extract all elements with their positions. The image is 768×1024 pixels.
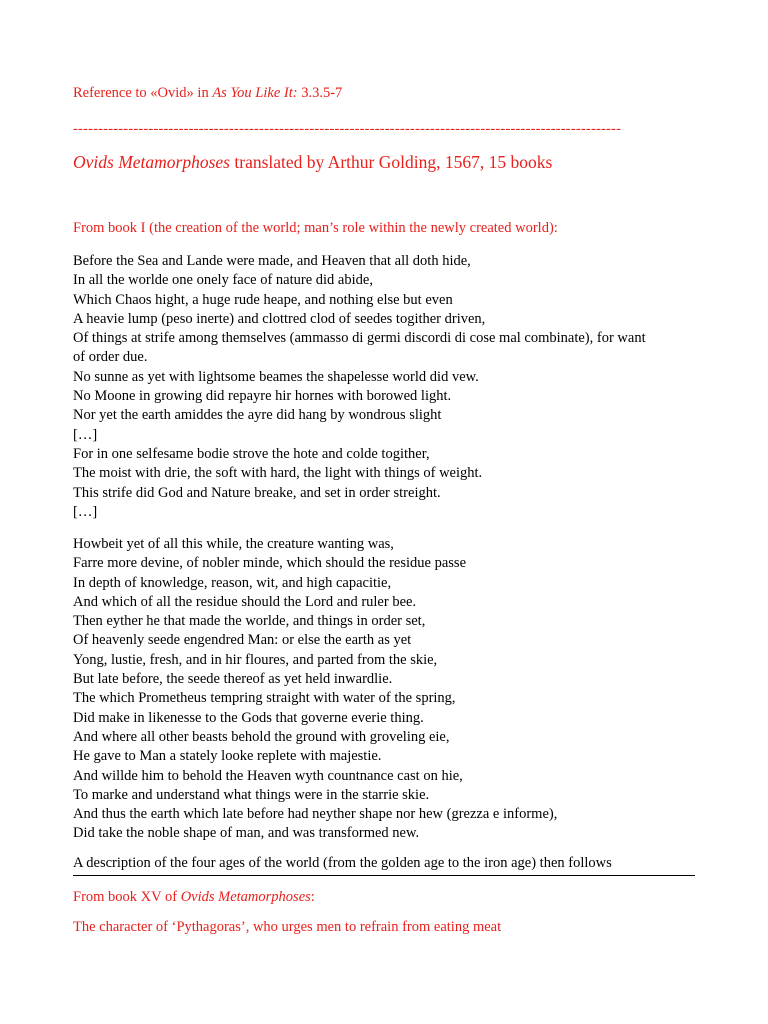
verse-line: This strife did God and Nature breake, and set in order streight. (73, 484, 441, 501)
work-title: Ovids Metamorphoses (73, 152, 230, 172)
verse-block-2 (73, 535, 557, 844)
verse-line: […] (73, 503, 98, 520)
reference-line (73, 85, 342, 102)
verse-line: Before the Sea and Lande were made, and Heaven that all doth hide, (73, 253, 471, 269)
verse-line: Did make in likenesse to the Gods that governe everie thing. (73, 709, 424, 726)
pythagoras-line: The character of ‘Pythagoras’, who urges men to refrain from eating meat (73, 919, 502, 935)
title-rest: translated by Arthur Golding, 1567, 15 books (230, 152, 553, 172)
verse-line: And thus the earth which late before had neyther shape nor hew (grezza e informe), (73, 806, 558, 823)
verse-line: To marke and understand what things were in the starrie skie. (73, 786, 430, 803)
verse-line: The moist with drie, the soft with hard, the light with things of weight. (73, 465, 483, 482)
verse-line: Yong, lustie, fresh, and in hir floures, and parted from the skie, (73, 651, 438, 668)
reference-locus: 3.3.5-7 (297, 85, 343, 101)
section-title (73, 152, 552, 173)
verse-line: In depth of knowledge, reason, wit, and high capacitie, (73, 574, 392, 591)
verse-line: The which Prometheus tempring straight with water of the spring, (73, 690, 456, 707)
verse-line: And which of all the residue should the Lord and ruler bee. (73, 593, 417, 610)
verse-line: Which Chaos hight, a huge rude heape, and nothing else but even (73, 291, 453, 308)
verse-line: But late before, the seede thereof as yet held inwardlie. (73, 671, 393, 688)
play-title: As You Like It: (212, 85, 298, 101)
verse-line: And willde him to behold the Heaven wyth countnance cast on hie, (73, 767, 463, 784)
reference-prefix: Reference to «Ovid» in (73, 85, 213, 101)
verse-line: […] (73, 426, 98, 443)
dashed-separator: ------------------------------------------------------------------------------------------------------------- (73, 121, 622, 137)
book1-intro: From book I (the creation of the world; man’s role within the newly created world): (73, 220, 558, 236)
book15-work-title: Ovids Metamorphoses (180, 889, 311, 905)
verse-line: For in one selfesame bodie strove the hote and colde togither, (73, 445, 430, 462)
verse-line: Then eyther he that made the worlde, and things in order set, (73, 613, 426, 630)
verse-line: And where all other beasts behold the ground with groveling eie, (73, 728, 450, 745)
verse-line: No Moone in growing did repayre hir hornes with borowed light. (73, 388, 452, 405)
book15-prefix: From book XV of (73, 889, 181, 905)
verse-line: No sunne as yet with lightsome beames the shapelesse world did vew. (73, 368, 479, 385)
verse-line: Howbeit yet of all this while, the creature wanting was, (73, 536, 394, 552)
verse-line: Nor yet the earth amiddes the ayre did hang by wondrous slight (73, 407, 442, 424)
verse-line: Of heavenly seede engendred Man: or else the earth as yet (73, 632, 412, 649)
verse-line: Farre more devine, of nobler minde, which should the residue passe (73, 555, 467, 572)
verse-line: Did take the noble shape of man, and was transformed new. (73, 825, 420, 842)
verse-line: He gave to Man a stately looke replete with majestie. (73, 748, 382, 765)
verse-line: Of things at strife among themselves (ammasso di germi discordi di cose mal combinate), for want (73, 330, 646, 347)
book15-suffix: : (310, 889, 315, 905)
verse-line: of order due. (73, 349, 148, 366)
verse-block-1 (73, 252, 646, 522)
four-ages-description: A description of the four ages of the world (from the golden age to the iron age) then follows (73, 855, 695, 876)
verse-line: In all the worlde one onely face of nature did abide, (73, 272, 373, 289)
verse-line: A heavie lump (peso inerte) and clottred clod of seedes togither driven, (73, 310, 486, 327)
book15-heading (73, 889, 315, 906)
